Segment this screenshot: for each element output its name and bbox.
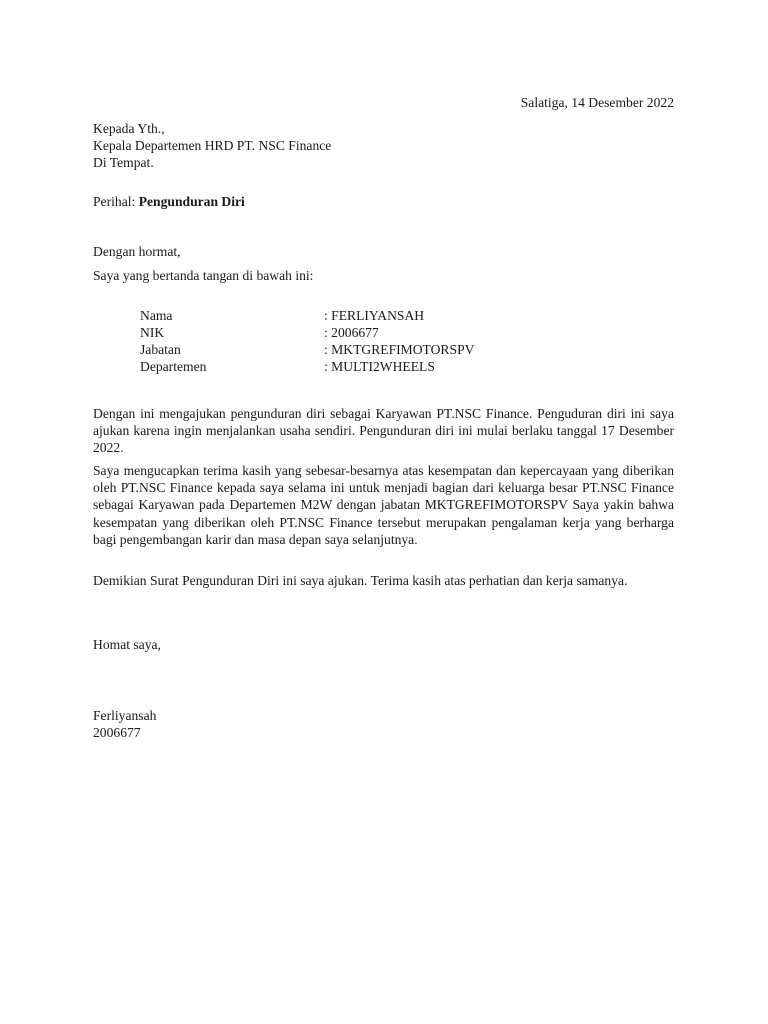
paragraph-resignation: Dengan ini mengajukan pengunduran diri sebagai Karyawan PT.NSC Finance. Penguduran diri ini saya ajukan karena ingin menjalankan usaha sendiri. Pengunduran diri ini mulai berlaku tanggal 17 Desember 2022. xyxy=(93,406,674,456)
signer-name: Ferliyansah xyxy=(93,708,157,723)
signer-id: 2006677 xyxy=(93,725,141,740)
field-value-jabatan: : MKTGREFIMOTORSPV xyxy=(324,342,475,357)
field-value-nama: : FERLIYANSAH xyxy=(324,308,425,323)
subject-text: Pengunduran Diri xyxy=(138,194,245,209)
field-label-nama: Nama xyxy=(140,308,173,323)
recipient-line-2: Kepala Departemen HRD PT. NSC Finance xyxy=(93,138,332,153)
recipient-line-1: Kepada Yth., xyxy=(93,121,165,136)
paragraph-gratitude: Saya mengucapkan terima kasih yang sebesar-besarnya atas kesempatan dan kepercayaan yang diberikan oleh PT.NSC Finance kepada saya selama ini untuk menjadi bagian dari keluarga besar PT.NSC Finance sebagai Karyawan pada Departemen M2W dengan jabatan MKTGREFIMOTORSPV Saya yakin bahwa kesempatan yang diberikan oleh PT.NSC Finance tersebut merupakan pengalaman kerja yang berharga bagi pengembangan karir dan masa depan saya selanjutnya. xyxy=(93,463,674,547)
greeting: Dengan hormat, xyxy=(93,244,181,259)
field-value-departemen: : MULTI2WHEELS xyxy=(324,359,435,374)
subject-label: Perihal: xyxy=(93,194,136,209)
letter-date: Salatiga, 14 Desember 2022 xyxy=(520,95,674,110)
field-label-jabatan: Jabatan xyxy=(140,342,181,357)
field-label-nik: NIK xyxy=(140,325,165,340)
field-label-departemen: Departemen xyxy=(140,359,207,374)
subject-line xyxy=(93,193,245,210)
paragraph-closing: Demikian Surat Pengunduran Diri ini saya ajukan. Terima kasih atas perhatian dan kerja samanya. xyxy=(93,573,628,588)
field-value-nik: : 2006677 xyxy=(324,325,379,340)
intro-text: Saya yang bertanda tangan di bawah ini: xyxy=(93,268,314,283)
closing-salutation: Homat saya, xyxy=(93,637,161,652)
recipient-line-3: Di Tempat. xyxy=(93,155,154,170)
